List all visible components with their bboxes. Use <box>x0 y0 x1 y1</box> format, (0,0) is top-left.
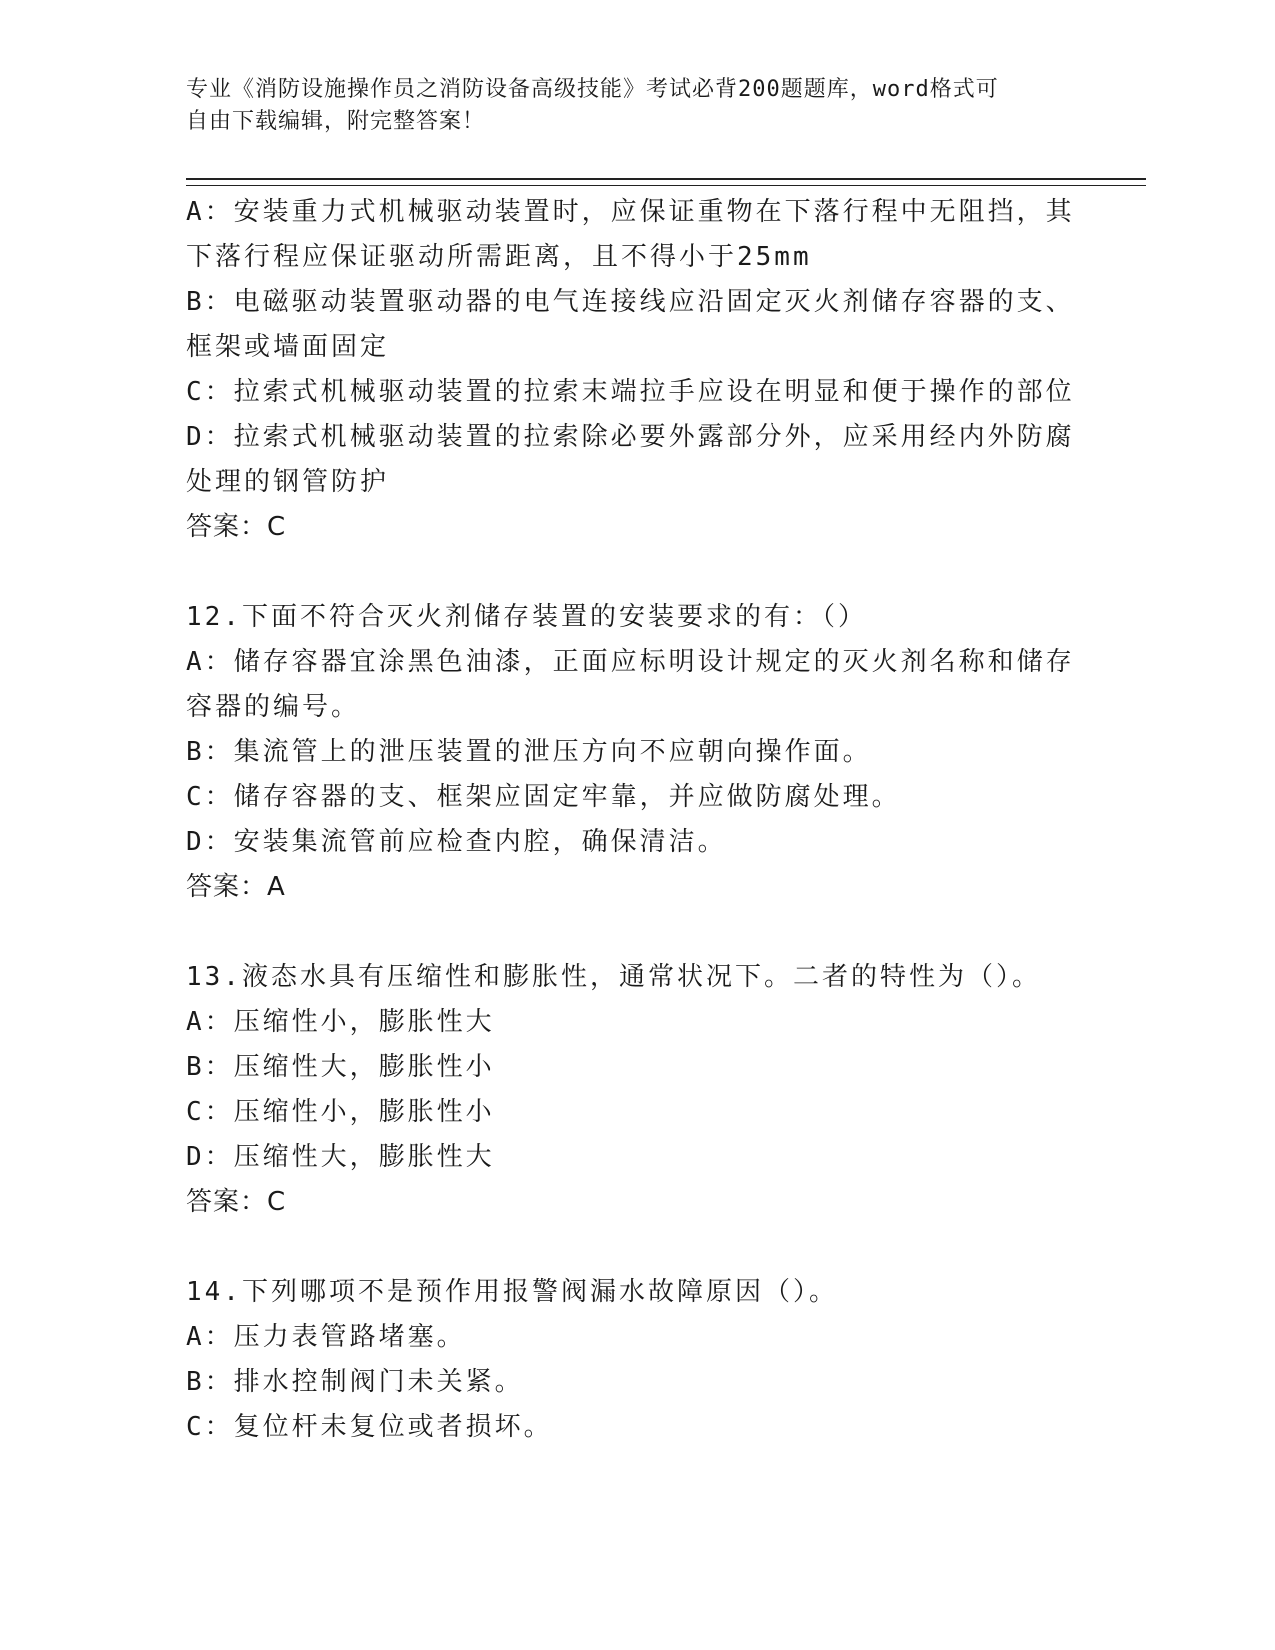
question-11-answer: 答案：C <box>186 512 287 542</box>
spacer <box>186 910 1086 955</box>
document-body <box>186 190 1086 1450</box>
option-b-line-1: B：电磁驱动装置驱动器的电气连接线应沿固定灭火剂储存容器的支、 <box>186 287 1075 317</box>
header-line-2: 自由下载编辑，附完整答案！ <box>186 109 486 134</box>
option-d: D：压缩性大，膨胀性大 <box>186 1142 495 1172</box>
option-a-line-1: A：储存容器宜涂黑色油漆，正面应标明设计规定的灭火剂名称和储存 <box>186 647 1075 677</box>
option-d-line-2: 处理的钢管防护 <box>186 467 390 497</box>
question-13-stem: 13.液态水具有压缩性和膨胀性，通常状况下。二者的特性为（）。 <box>186 962 1041 992</box>
question-12-stem: 12.下面不符合灭火剂储存装置的安装要求的有：（） <box>186 602 867 632</box>
option-a-line-2: 容器的编号。 <box>186 692 361 722</box>
question-12 <box>186 595 1086 910</box>
option-b-line-2: 框架或墙面固定 <box>186 332 390 362</box>
question-13-answer: 答案：C <box>186 1187 287 1217</box>
option-c-line-1: C：拉索式机械驱动装置的拉索末端拉手应设在明显和便于操作的部位 <box>186 377 1075 407</box>
spacer <box>186 550 1086 595</box>
header-divider <box>186 178 1146 186</box>
spacer <box>186 1225 1086 1270</box>
option-a: A：压缩性小，膨胀性大 <box>186 1007 495 1037</box>
option-d: D：安装集流管前应检查内腔，确保清洁。 <box>186 827 727 857</box>
question-12-answer: 答案：A <box>186 872 286 902</box>
option-a-line-2: 下落行程应保证驱动所需距离，且不得小于25mm <box>186 242 812 272</box>
question-11-options <box>186 190 1086 550</box>
document-header <box>186 74 1066 138</box>
option-c: C：压缩性小，膨胀性小 <box>186 1097 495 1127</box>
option-b: B：排水控制阀门未关紧。 <box>186 1367 524 1397</box>
option-b: B：压缩性大，膨胀性小 <box>186 1052 495 1082</box>
header-line-1: 专业《消防设施操作员之消防设备高级技能》考试必背200题题库，word格式可 <box>186 77 999 102</box>
option-c: C：储存容器的支、框架应固定牢靠，并应做防腐处理。 <box>186 782 901 812</box>
question-13 <box>186 955 1086 1225</box>
option-d-line-1: D：拉索式机械驱动装置的拉索除必要外露部分外，应采用经内外防腐 <box>186 422 1075 452</box>
question-14-stem: 14.下列哪项不是预作用报警阀漏水故障原因（）。 <box>186 1277 838 1307</box>
option-a-line-1: A：安装重力式机械驱动装置时，应保证重物在下落行程中无阻挡，其 <box>186 197 1075 227</box>
question-14 <box>186 1270 1086 1450</box>
option-c: C：复位杆未复位或者损坏。 <box>186 1412 553 1442</box>
option-a: A：压力表管路堵塞。 <box>186 1322 466 1352</box>
option-b: B：集流管上的泄压装置的泄压方向不应朝向操作面。 <box>186 737 872 767</box>
